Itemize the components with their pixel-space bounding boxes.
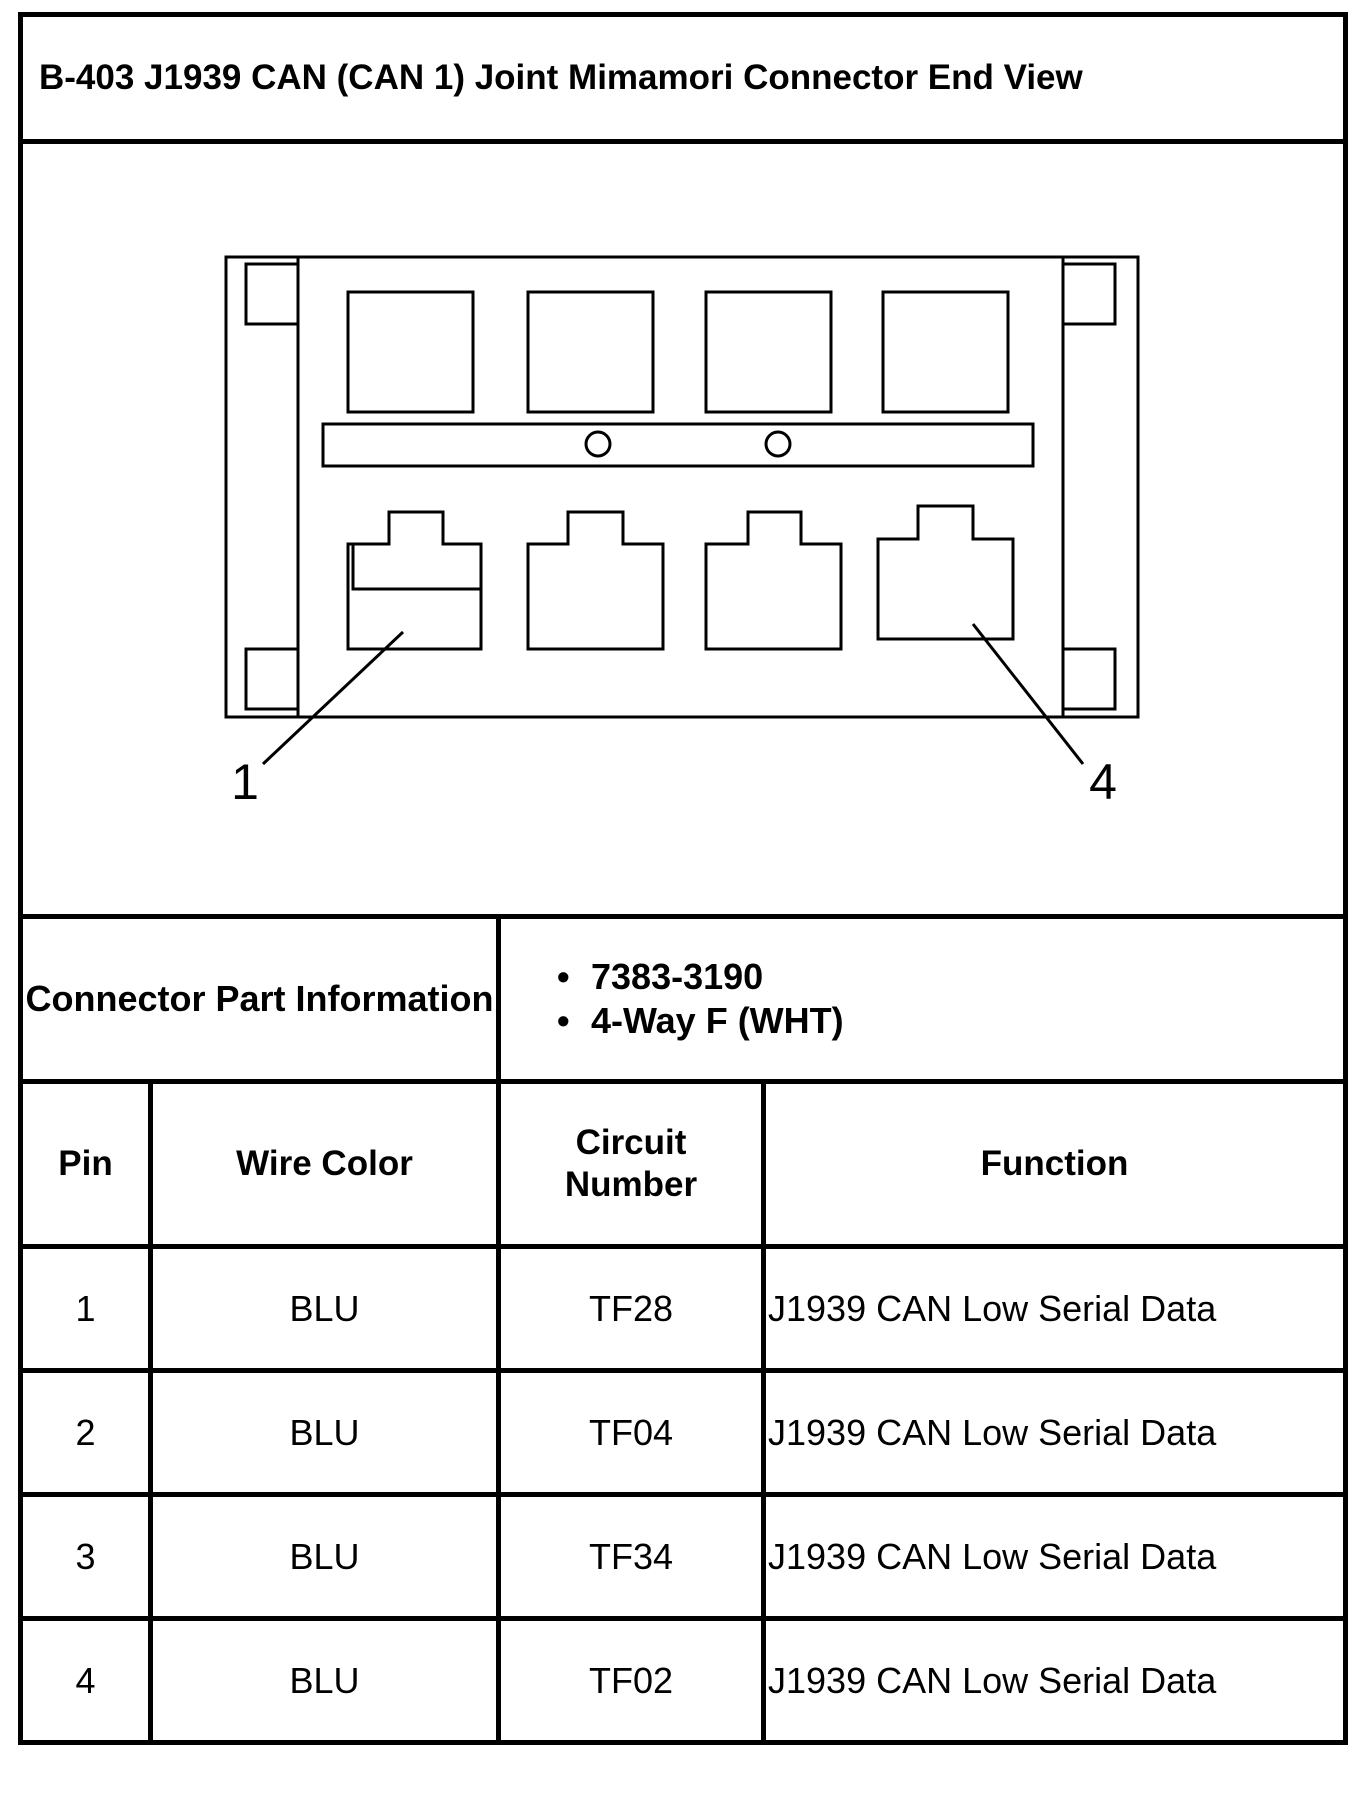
circuit-cell: TF34	[499, 1495, 764, 1619]
pin-4-leader-line	[973, 624, 1083, 764]
upper-cavity-1	[348, 292, 473, 412]
table-row	[21, 1619, 1346, 1743]
pin-cell: 3	[21, 1495, 151, 1619]
part-info-list	[501, 955, 1343, 1043]
header-circuit-number	[499, 1082, 764, 1247]
latch-top-left	[246, 264, 298, 324]
part-info-values	[499, 917, 1346, 1082]
table-row	[21, 1495, 1346, 1619]
upper-cavity-4	[883, 292, 1008, 412]
header-wire-color: Wire Color	[151, 1082, 499, 1247]
connector-end-view-diagram	[21, 142, 1346, 917]
function-cell: J1939 CAN Low Serial Data	[764, 1495, 1346, 1619]
part-info-label: Connector Part Information	[21, 917, 499, 1082]
pin-1-leader-line	[263, 632, 403, 764]
pin-cell: 4	[21, 1619, 151, 1743]
function-cell: J1939 CAN Low Serial Data	[764, 1247, 1346, 1371]
part-number: • 7383-3190	[591, 955, 1343, 999]
header-pin: Pin	[21, 1082, 151, 1247]
center-hole-right	[766, 432, 790, 456]
header-circuit-line2: Number	[564, 1165, 698, 1204]
connector-sheet	[18, 12, 1343, 1782]
header-circuit-line1: Circuit	[575, 1123, 687, 1162]
terminal-cavity-4	[878, 506, 1013, 639]
wire-color-cell: BLU	[151, 1495, 499, 1619]
wire-color-cell: BLU	[151, 1371, 499, 1495]
table-row	[21, 1371, 1346, 1495]
upper-cavity-2	[528, 292, 653, 412]
circuit-cell: TF02	[499, 1619, 764, 1743]
function-cell: J1939 CAN Low Serial Data	[764, 1619, 1346, 1743]
wire-color-cell: BLU	[151, 1619, 499, 1743]
function-cell: J1939 CAN Low Serial Data	[764, 1371, 1346, 1495]
upper-cavity-3	[706, 292, 831, 412]
part-description: • 4-Way F (WHT)	[591, 999, 1343, 1043]
pin-cell: 2	[21, 1371, 151, 1495]
terminal-cavity-2	[528, 512, 663, 649]
header-function: Function	[764, 1082, 1346, 1247]
wire-color-cell: BLU	[151, 1247, 499, 1371]
circuit-cell: TF04	[499, 1371, 764, 1495]
latch-top-right	[1063, 264, 1115, 324]
pin-1-label: 1	[231, 754, 259, 810]
latch-bottom-left	[246, 649, 298, 709]
latch-bottom-right	[1063, 649, 1115, 709]
pin-cell: 1	[21, 1247, 151, 1371]
circuit-cell: TF28	[499, 1247, 764, 1371]
pin-4-label: 4	[1089, 754, 1117, 810]
connector-end-view-drawing	[23, 144, 1338, 914]
center-hole-left	[586, 432, 610, 456]
center-rib	[323, 424, 1033, 466]
connector-table	[18, 12, 1348, 1745]
table-row	[21, 1247, 1346, 1371]
page-title: B-403 J1939 CAN (CAN 1) Joint Mimamori Connector End View	[21, 15, 1346, 142]
terminal-cavity-1	[348, 512, 481, 649]
terminal-cavity-3	[706, 512, 841, 649]
